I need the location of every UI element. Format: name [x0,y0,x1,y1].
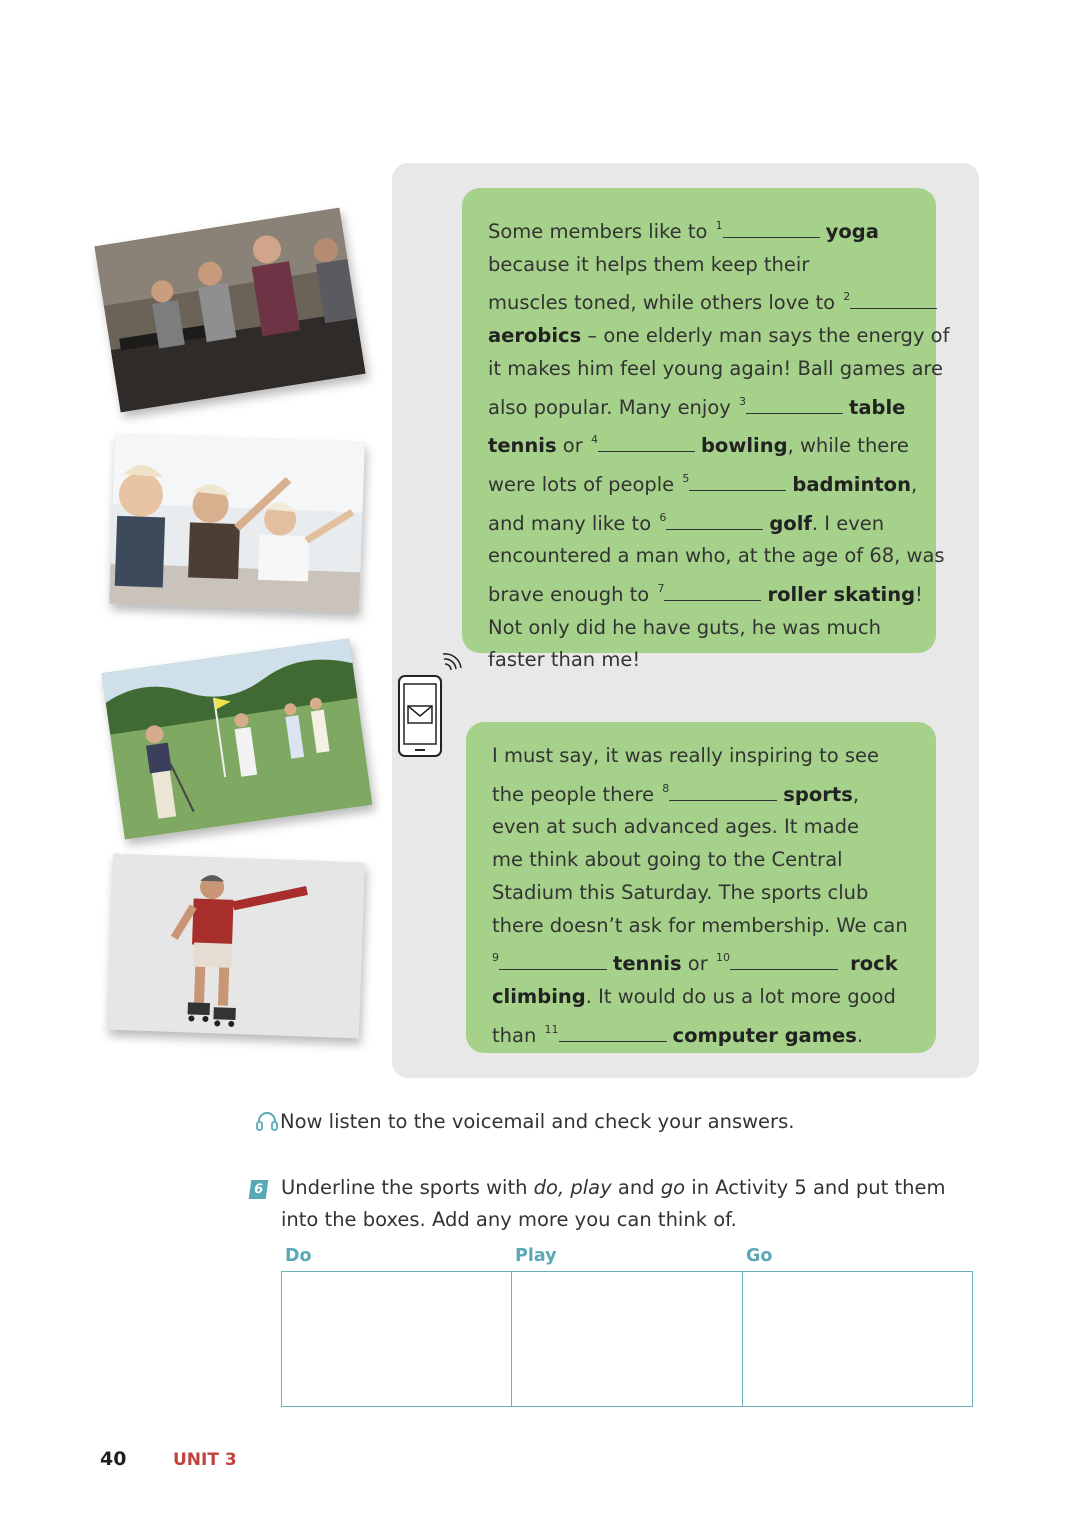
bubble2-line-1: I must say, it was really inspiring to see [492,744,880,767]
text: – one elderly man says the energy of [581,324,950,348]
gap-number: 2 [843,290,851,304]
listen-text: Now listen to the voicemail and check your answers. [280,1110,795,1133]
phone-message-icon [396,650,466,760]
bubble1-line-6 [488,386,916,425]
bubble1-line-5: it makes him feel young again! Ball games are [488,356,944,380]
answer-boxes [281,1271,973,1407]
gap-number: 8 [662,781,670,795]
text: or [556,434,583,458]
keyword: aerobics [488,324,582,348]
text: , [910,472,918,496]
text: . I even [811,511,885,535]
gap-number: 9 [492,951,499,965]
photo-roller-skater [107,854,365,1039]
bubble1-line-8 [488,463,916,502]
text: brave enough to [488,583,650,607]
text: also popular. Many enjoy [488,395,731,419]
text-bubble-1 [462,188,950,672]
italic-text: go [660,1176,686,1199]
text: and many like to [488,511,652,535]
activity-number-badge: 6 [249,1180,269,1199]
bubble2-line-6: there doesn’t ask for membership. We can [492,913,908,937]
gap-7[interactable] [664,582,761,601]
keyword: rock [850,952,898,976]
text: , [852,782,860,806]
gap-10[interactable] [730,951,838,970]
text: , while there [787,434,909,458]
photo-gym-treadmills [94,208,365,413]
gap-8[interactable] [669,782,777,801]
gap-number: 3 [739,394,747,408]
bubble2-line-7 [492,942,916,981]
bubble1-line-11 [488,573,923,612]
bubble1-line-3 [488,281,916,320]
photo-golf-course [102,638,373,839]
gap-number: 11 [544,1022,559,1036]
keyword: climbing [492,984,586,1008]
text: and [611,1176,661,1199]
bubble1-line-1 [488,210,916,249]
text: the people there [492,782,655,806]
gap-11[interactable] [559,1023,667,1042]
gap-number: 1 [715,219,723,232]
gap-1[interactable] [723,219,820,238]
gap-9[interactable] [499,951,607,970]
bubble2-line-3: even at such advanced ages. It made [492,815,859,839]
keyword: computer games [672,1023,857,1047]
bubble1-line-10: encountered a man who, at the age of 68, was [488,544,945,568]
keyword: bowling [700,434,788,458]
gap-6[interactable] [666,511,763,530]
listen-instruction [256,1110,794,1133]
text: or [681,952,708,976]
text: were lots of people [488,472,675,496]
bubble2-line-8 [492,981,916,1014]
gap-number: 6 [659,510,667,524]
headphones-icon[interactable] [256,1111,280,1133]
bubble2-line-4: me think about going to the Central [492,848,843,872]
text: than [492,1023,537,1047]
bubble1-line-13: faster than me! [488,648,641,672]
column-label-play: Play [515,1246,557,1266]
gap-3[interactable] [746,395,843,414]
text: . [856,1023,864,1047]
keyword: golf [769,511,812,535]
keyword: badminton [792,472,911,496]
answer-box-play[interactable] [512,1272,742,1406]
photo-stretching-class [109,434,365,613]
keyword: roller skating [767,583,916,607]
text: in Activity 5 and put them [685,1176,946,1199]
column-label-go: Go [746,1246,773,1266]
text: Underline the sports with [281,1176,534,1199]
answer-box-go[interactable] [743,1272,972,1406]
italic-text: do, play [533,1176,612,1199]
keyword: tennis [488,434,557,458]
bubble1-line-7 [488,424,916,463]
bubble1-line-12: Not only did he have guts, he was much [488,615,881,639]
gap-number: 5 [682,471,690,485]
activity6-instruction-line-2: into the boxes. Add any more you can think of. [281,1208,737,1231]
gap-number: 7 [657,582,665,596]
text: muscles toned, while others love to [488,291,836,315]
text: ! [915,583,923,607]
activity6-instruction-line-1 [281,1176,945,1199]
column-label-do: Do [285,1246,312,1266]
bubble1-line-2: because it helps them keep their [488,252,810,276]
text-bubble-2 [466,722,936,1053]
gap-4[interactable] [598,433,695,452]
gap-number: 4 [590,433,598,447]
bubble2-line-5: Stadium this Saturday. The sports club [492,880,869,904]
unit-label: UNIT 3 [173,1450,237,1470]
gap-5[interactable] [689,472,786,491]
keyword: tennis [613,952,682,976]
answer-box-do[interactable] [282,1272,512,1406]
bubble2-line-9 [492,1014,916,1053]
gap-2[interactable] [850,290,937,309]
keyword: sports [783,782,853,806]
page-number: 40 [100,1448,127,1470]
text: Some members like to [488,220,708,243]
gap-number: 10 [715,951,730,965]
keyword: yoga [825,220,879,243]
text: . It would do us a lot more good [585,984,896,1008]
keyword: table [849,395,906,419]
bubble1-line-9 [488,502,916,541]
bubble2-line-2 [492,773,916,812]
bubble1-line-4 [488,320,950,353]
